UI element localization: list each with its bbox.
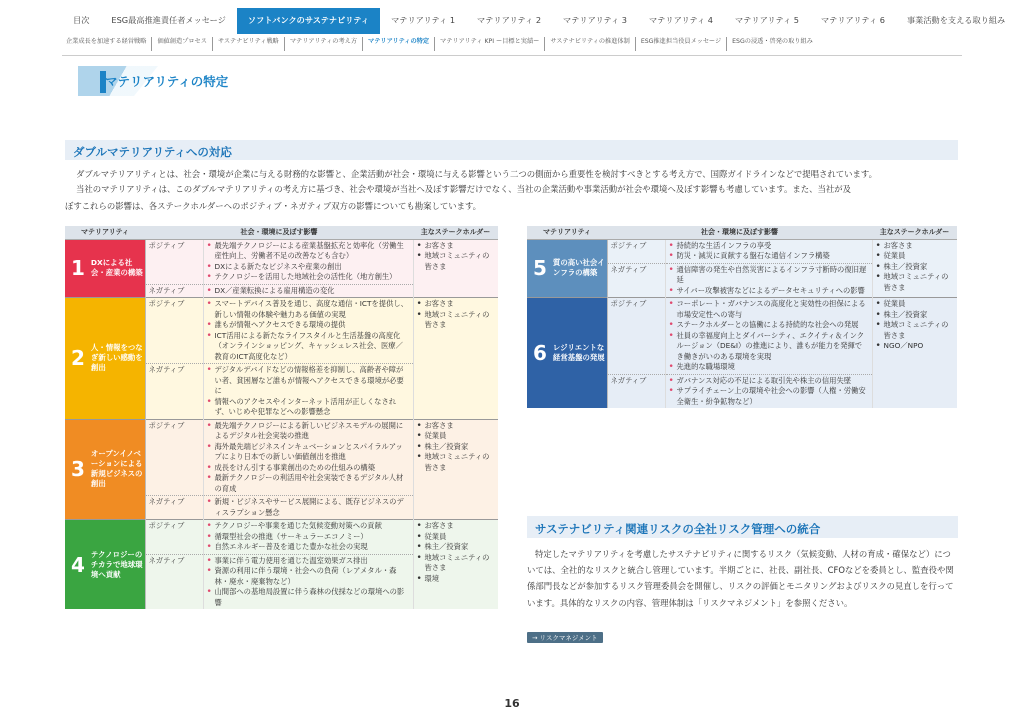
stakeholders — [413, 239, 498, 298]
topnav-tab[interactable]: マテリアリティ 4 — [649, 15, 713, 25]
subnav-link[interactable]: マテリアリティ KPI ー目標と実績ー — [434, 37, 544, 51]
materiality-category — [65, 419, 145, 520]
materiality-table-left — [65, 226, 498, 609]
positive-impacts — [203, 239, 413, 284]
impact-item: • 地域コミュニティの皆さま — [417, 553, 496, 574]
impact-item: • 成長をけん引する事業創出のための仕組みの構築 — [207, 463, 410, 474]
materiality-table-right — [527, 226, 957, 408]
impact-item: • スマートデバイス普及を通じ、高度な通信・ICTを提供し、新しい情報の体験や魅力ある価値の実現 — [207, 299, 410, 320]
positive-impacts — [665, 298, 872, 375]
stakeholders — [413, 520, 498, 610]
topnav-tab[interactable]: マテリアリティ 2 — [477, 15, 542, 25]
stakeholders — [872, 239, 957, 298]
impact-item: • テクノロジーを活用した地域社会の活性化（地方創生） — [207, 272, 410, 283]
impact-item: • サプライチェーン上の環境や社会への影響（人権・労働安全衛生・紛争鉱物など） — [669, 386, 869, 407]
risk-management-link[interactable]: → リスクマネジメント — [527, 632, 603, 643]
negative-label: ネガティブ — [145, 364, 203, 420]
positive-label: ポジティブ — [145, 419, 203, 496]
negative-impacts — [203, 364, 413, 420]
negative-label: ネガティブ — [145, 554, 203, 609]
top-navigation — [62, 8, 1024, 34]
impact-item: • 情報へのアクセスやインターネット活用が正しくなされず、いじめや犯罪などへの影響懸念 — [207, 397, 410, 418]
subnav-link[interactable]: ESG推進担当役員メッセージ — [635, 37, 726, 51]
subnav-link[interactable]: サステナビリティ戦略 — [212, 37, 284, 51]
impact-item: • 通信障害の発生や自然災害によるインフラ寸断時の復旧遅延 — [669, 265, 869, 286]
impact-item: • 防災・減災に貢献する盤石な通信インフラ構築 — [669, 251, 869, 262]
nav-divider — [62, 55, 962, 56]
negative-label: ネガティブ — [607, 374, 665, 408]
impact-item: • 先進的な職場環境 — [669, 362, 869, 373]
impact-item: • DXによる新たなビジネスや産業の創出 — [207, 262, 410, 273]
subnav-link[interactable]: 価値創造プロセス — [151, 37, 212, 51]
positive-impacts — [665, 239, 872, 263]
topnav-tab[interactable]: 目次 — [73, 15, 90, 25]
paragraph-double-materiality: ダブルマテリアリティとは、社会・環境が企業に与える財務的な影響と、企業活動が社会・環境に与える影響という二つの側面から重要性を検討すべきとする考え方で、国際ガイドラインなどで提唱されています。 — [76, 169, 877, 179]
table-header: 社会・環境に及ぼす影響 — [607, 226, 872, 239]
table-header: 社会・環境に及ぼす影響 — [145, 226, 413, 239]
impact-item: • お客さま — [417, 241, 496, 252]
impact-item: • 従業員 — [417, 431, 496, 442]
stakeholders — [413, 298, 498, 420]
materiality-name: 質の高い社会インフラの構築 — [552, 258, 605, 278]
materiality-number: 1 — [71, 256, 85, 281]
topnav-tab[interactable]: ESG最高推進責任者メッセージ — [111, 15, 226, 25]
positive-label: ポジティブ — [145, 239, 203, 284]
topnav-tab[interactable]: マテリアリティ 3 — [563, 15, 628, 25]
impact-item: • 最先端テクノロジーによる産業基盤拡充と効率化（労働生産性向上、労働者不足の改善なども含む） — [207, 241, 410, 262]
impact-item: • 誰もが情報へアクセスできる環境の提供 — [207, 320, 410, 331]
paragraph-our-materiality-1: 当社のマテリアリティは、このダブルマテリアリティの考え方に基づき、社会や環境が当社へ及ぼす影響だけでなく、当社の企業活動や事業活動が社会や環境へ及ぼす影響も考慮しています。また、当社が及 — [76, 184, 852, 194]
materiality-name: レジリエントな経営基盤の発展 — [552, 343, 605, 362]
materiality-category — [65, 298, 145, 420]
impact-item: • 新規・ビジネスやサービス展開による、既存ビジネスのディスラプション懸念 — [207, 497, 410, 518]
impact-item: • ステークホルダーとの協働による持続的な社会への発展 — [669, 320, 869, 331]
impact-item: • 株主／投資家 — [876, 262, 955, 273]
materiality-category — [65, 239, 145, 298]
negative-impacts — [665, 263, 872, 298]
positive-label: ポジティブ — [607, 239, 665, 263]
impact-item: • 従業員 — [417, 532, 496, 543]
impact-item: • ICT活用による新たなライフスタイルと生活基盤の高度化（オンラインショッピング、キャッシュレス社会、医療／教育のICT高度化など） — [207, 331, 410, 363]
positive-impacts — [203, 520, 413, 555]
impact-item: • 環境 — [417, 574, 496, 585]
materiality-category — [527, 239, 607, 298]
impact-item: • 循環型社会の推進（サーキュラーエコノミー） — [207, 532, 410, 543]
negative-impacts — [665, 374, 872, 408]
section-heading-double-materiality: ダブルマテリアリティへの対応 — [65, 140, 958, 160]
positive-impacts — [203, 419, 413, 496]
materiality-name: オープンイノベーションによる新規ビジネスの創出 — [90, 449, 143, 489]
impact-item: • DX／産業転換による雇用構造の変化 — [207, 286, 410, 297]
materiality-number: 2 — [71, 346, 85, 371]
negative-label: ネガティブ — [607, 263, 665, 298]
section-heading-risk: サステナビリティ関連リスクの全社リスク管理への統合 — [527, 516, 958, 538]
materiality-number: 3 — [71, 457, 85, 482]
subnav-link[interactable]: サステナビリティの推進体制 — [544, 37, 634, 51]
impact-item: • ガバナンス対応の不足による取引先や株主の信用失墜 — [669, 376, 869, 387]
impact-item: • 地域コミュニティの皆さま — [876, 272, 955, 293]
impact-item: • 地域コミュニティの皆さま — [876, 320, 955, 341]
table-header: 主なステークホルダー — [413, 226, 498, 239]
table-header: マテリアリティ — [527, 226, 607, 239]
materiality-number: 4 — [71, 552, 85, 577]
page-title: マテリアリティの特定 — [105, 74, 229, 89]
impact-item: • 海外最先端ビジネスインキュベーションとスパイラルアップにより日本での新しい価値創出を推進 — [207, 442, 410, 463]
subnav-link[interactable]: 企業成長を加速する経営戦略 — [66, 38, 147, 45]
page-number: 16 — [504, 697, 520, 710]
topnav-tab[interactable]: マテリアリティ 1 — [391, 15, 456, 25]
impact-item: • 資源の利用に伴う環境・社会への負荷（レアメタル・森林・廃水・廃棄物など） — [207, 566, 410, 587]
impact-item: • 社員の幸福度向上とダイバーシティ、エクイティ＆インクルージョン（DE&I）の推進により、誰もが能力を発揮でき働きがいのある環境を実現 — [669, 331, 869, 363]
positive-impacts — [203, 298, 413, 364]
paragraph-our-materiality-2: ぼすこれらの影響は、各ステークホルダーへのポジティブ・ネガティブ双方の影響についても勘案しています。 — [65, 201, 482, 211]
table-header: マテリアリティ — [65, 226, 145, 239]
materiality-name: DXによる社会・産業の構築 — [90, 258, 143, 278]
impact-item: • サイバー攻撃被害などによるデータセキュリティへの影響 — [669, 286, 869, 297]
topnav-tab[interactable]: マテリアリティ 6 — [820, 15, 885, 25]
impact-item: • 事業に伴う電力使用を通じた温室効果ガス排出 — [207, 556, 410, 567]
impact-item: • 自然エネルギー普及を通じた豊かな社会の実現 — [207, 542, 410, 553]
positive-label: ポジティブ — [145, 520, 203, 555]
impact-item: • デジタルデバイドなどの情報格差を抑制し、高齢者や障がい者、貧困層など誰もが情報へアクセスできる環境が必要に — [207, 365, 410, 397]
subnav-link[interactable]: ESGの浸透・啓発の取り組み — [726, 37, 818, 51]
impact-item: • 地域コミュニティの皆さま — [417, 452, 496, 473]
materiality-name: テクノロジーのチカラで地球環境へ貢献 — [90, 549, 143, 579]
impact-item: • 地域コミュニティの皆さま — [417, 310, 496, 331]
impact-item: • お客さま — [417, 421, 496, 432]
impact-item: • 株主／投資家 — [417, 442, 496, 453]
negative-label: ネガティブ — [145, 284, 203, 298]
topnav-tab[interactable]: 事業活動を支える取り組み — [906, 15, 1006, 25]
impact-item: • NGO／NPO — [876, 341, 955, 352]
topnav-tab[interactable]: ソフトバンクのサステナビリティ — [237, 8, 380, 34]
paragraph-risk: 特定したマテリアリティを考慮したサステナビリティに関するリスク（気候変動、人材の育成・確保など）については、全社的なリスクと統合し管理しています。半期ごとに、社長、副社長、CFOなどを委員とし、監査役や関係部門長などが参加するリスク管理委員会を開催し、リスクの評価とモニタリングおよびリスクの見直しを行っています。具体的なリスクの内容、管理体制は「リスクマネジメント」を参照ください。 — [527, 549, 954, 608]
impact-item: • 株主／投資家 — [417, 542, 496, 553]
impact-item: • 従業員 — [876, 251, 955, 262]
impact-item: • 地域コミュニティの皆さま — [417, 251, 496, 272]
impact-item: • 株主／投資家 — [876, 310, 955, 321]
impact-item: • 最新テクノロジーの利活用や社会実装できるデジタル人材の育成 — [207, 473, 410, 494]
stakeholders — [872, 298, 957, 409]
impact-item: • お客さま — [876, 241, 955, 252]
impact-item: • テクノロジーや事業を通じた気候変動対策への貢献 — [207, 521, 410, 532]
impact-item: • 従業員 — [876, 299, 955, 310]
materiality-category — [527, 298, 607, 409]
negative-label: ネガティブ — [145, 496, 203, 520]
impact-item: • 山間部への基地局設置に伴う森林の伐採などの環境への影響 — [207, 587, 410, 608]
impact-item: • お客さま — [417, 299, 496, 310]
impact-item: • 持続的な生活インフラの享受 — [669, 241, 869, 252]
materiality-number: 5 — [533, 256, 547, 281]
subnav-link[interactable]: マテリアリティの考え方 — [284, 37, 362, 51]
impact-item: • 最先端テクノロジーによる新しいビジネスモデルの展開によるデジタル社会実装の推進 — [207, 421, 410, 442]
materiality-category — [65, 520, 145, 610]
table-header: 主なステークホルダー — [872, 226, 957, 239]
positive-label: ポジティブ — [145, 298, 203, 364]
impact-item: • お客さま — [417, 521, 496, 532]
subnav-link[interactable]: マテリアリティの特定 — [362, 37, 434, 51]
impact-item: • コーポレート・ガバナンスの高度化と実効性の担保による市場安定性への寄与 — [669, 299, 869, 320]
negative-impacts — [203, 284, 413, 298]
topnav-tab[interactable]: マテリアリティ 5 — [735, 15, 799, 25]
materiality-name: 人・情報をつなぎ新しい感動を創出 — [90, 343, 143, 373]
materiality-number: 6 — [533, 341, 547, 365]
positive-label: ポジティブ — [607, 298, 665, 375]
sub-navigation — [66, 37, 964, 51]
stakeholders — [413, 419, 498, 520]
negative-impacts — [203, 496, 413, 520]
negative-impacts — [203, 554, 413, 609]
